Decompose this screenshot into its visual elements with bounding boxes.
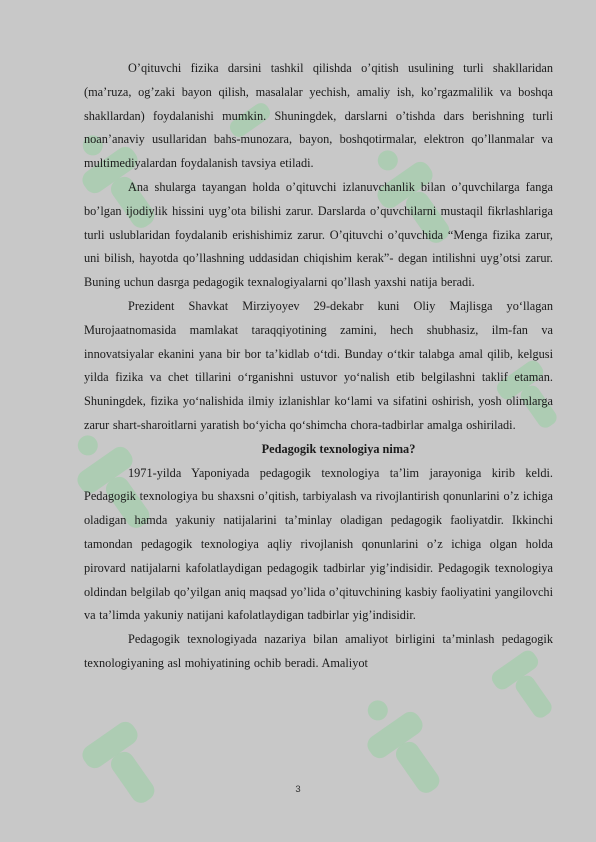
document-body	[84, 57, 553, 676]
section-heading: Pedagogik texnologiya nima?	[261, 441, 416, 456]
paragraph-pedagogical-technology: 1971-yilda Yaponiyada pedagogik texnologiya ta’lim jarayoniga kirib keldi. Pedagogik texnologiya bu shaxsni o’qitish, tarbiyalash va rivojlantirish qonunlarini o’z ichiga oladigan hamda yakuniy natijalarini ta’minlay oladigan pedagogik faoliyatdir. Ikkinchi tamondan pedagogik texnologiya aqliy rivojlanish qonunlarini o’z ichiga olgan holda pirovard natijalarni kafolatlaydigan pedagogik tadbirlar yig’indisidir. Pedagogik texnologiya oldindan belgilab qo’yilgan aniq maqsad yo’lida o’qituvchining kasbiy faoliyatini yangilovchi va ta’limda yakuniy natijani kafolatlaydigan tadbirlar yig’indisidir.	[84, 465, 553, 623]
paragraph-creativity: Ana shularga tayangan holda o’qituvchi izlanuvchanlik bilan o’quvchilarga fanga bo’lgan ijodiylik hissini uyg’ota bilishi zarur. Darslarda o’quvchilarni mustaqil fikrlashlariga turli uslublaridan foydalanib erishishimiz zarur. O’qituvchi o’quvchida “Menga fizika zarur, uni bilish, hayotda qo’llashning uddasidan chiqishim kerak”- degan intilishni uyg’otsi zarur. Buning uchun dasrga pedagogik texnalogiyalarni qo’llash yaxshi natija beradi.	[84, 179, 553, 290]
paragraph-theory-practice: Pedagogik texnologiyada nazariya bilan amaliyot birligini ta’minlash pedagogik texnologiyaning asl mohiyatining ochib beradi. Amaliyot	[84, 632, 553, 670]
paragraph-president-address: Prezident Shavkat Mirziyoyev 29-dekabr kuni Oliy Majlisga yo‘llagan Murojaatnomasida mamlakat taraqqiyotining zamini, hech shubhasiz, ilm-fan va innovatsiyalar ekanini yana bir bor ta’kidlab o‘tdi. Bunday o‘tkir talabga amal qilib, kelgusi yilda fizika va chet tillarini o‘rganishni ustuvor yo‘nalish etib belgilashni taklif etaman. Shuningdek, fizika yo‘nalishida ilmiy izlanishlar ko‘lami va sifatini oshirish, yosh olimlarga zarur shart-sharoitlarni yaratish bo‘yicha qo‘shimcha chora-tadbirlar amalga oshiriladi.	[84, 298, 553, 432]
paragraph-teaching-forms: O’qituvchi fizika darsini tashkil qilishda o’qitish usulining turli shakllaridan (ma’ruza, og’zaki bayon qilish, masalalar yechish, amaliy ish, ko’rgazmalilik va boshqa shakllardan) foydalanishi mumkin. Shuningdek, darslarni o’tishda dars berishning turli noan’anaviy usullaridan bahs-munozara, bayon, boshqotirmalar, elektron qo’llanmalar va multimediyalardan foydalanish tavsiya etiladi.	[84, 61, 553, 171]
page-number: 3	[295, 784, 301, 795]
